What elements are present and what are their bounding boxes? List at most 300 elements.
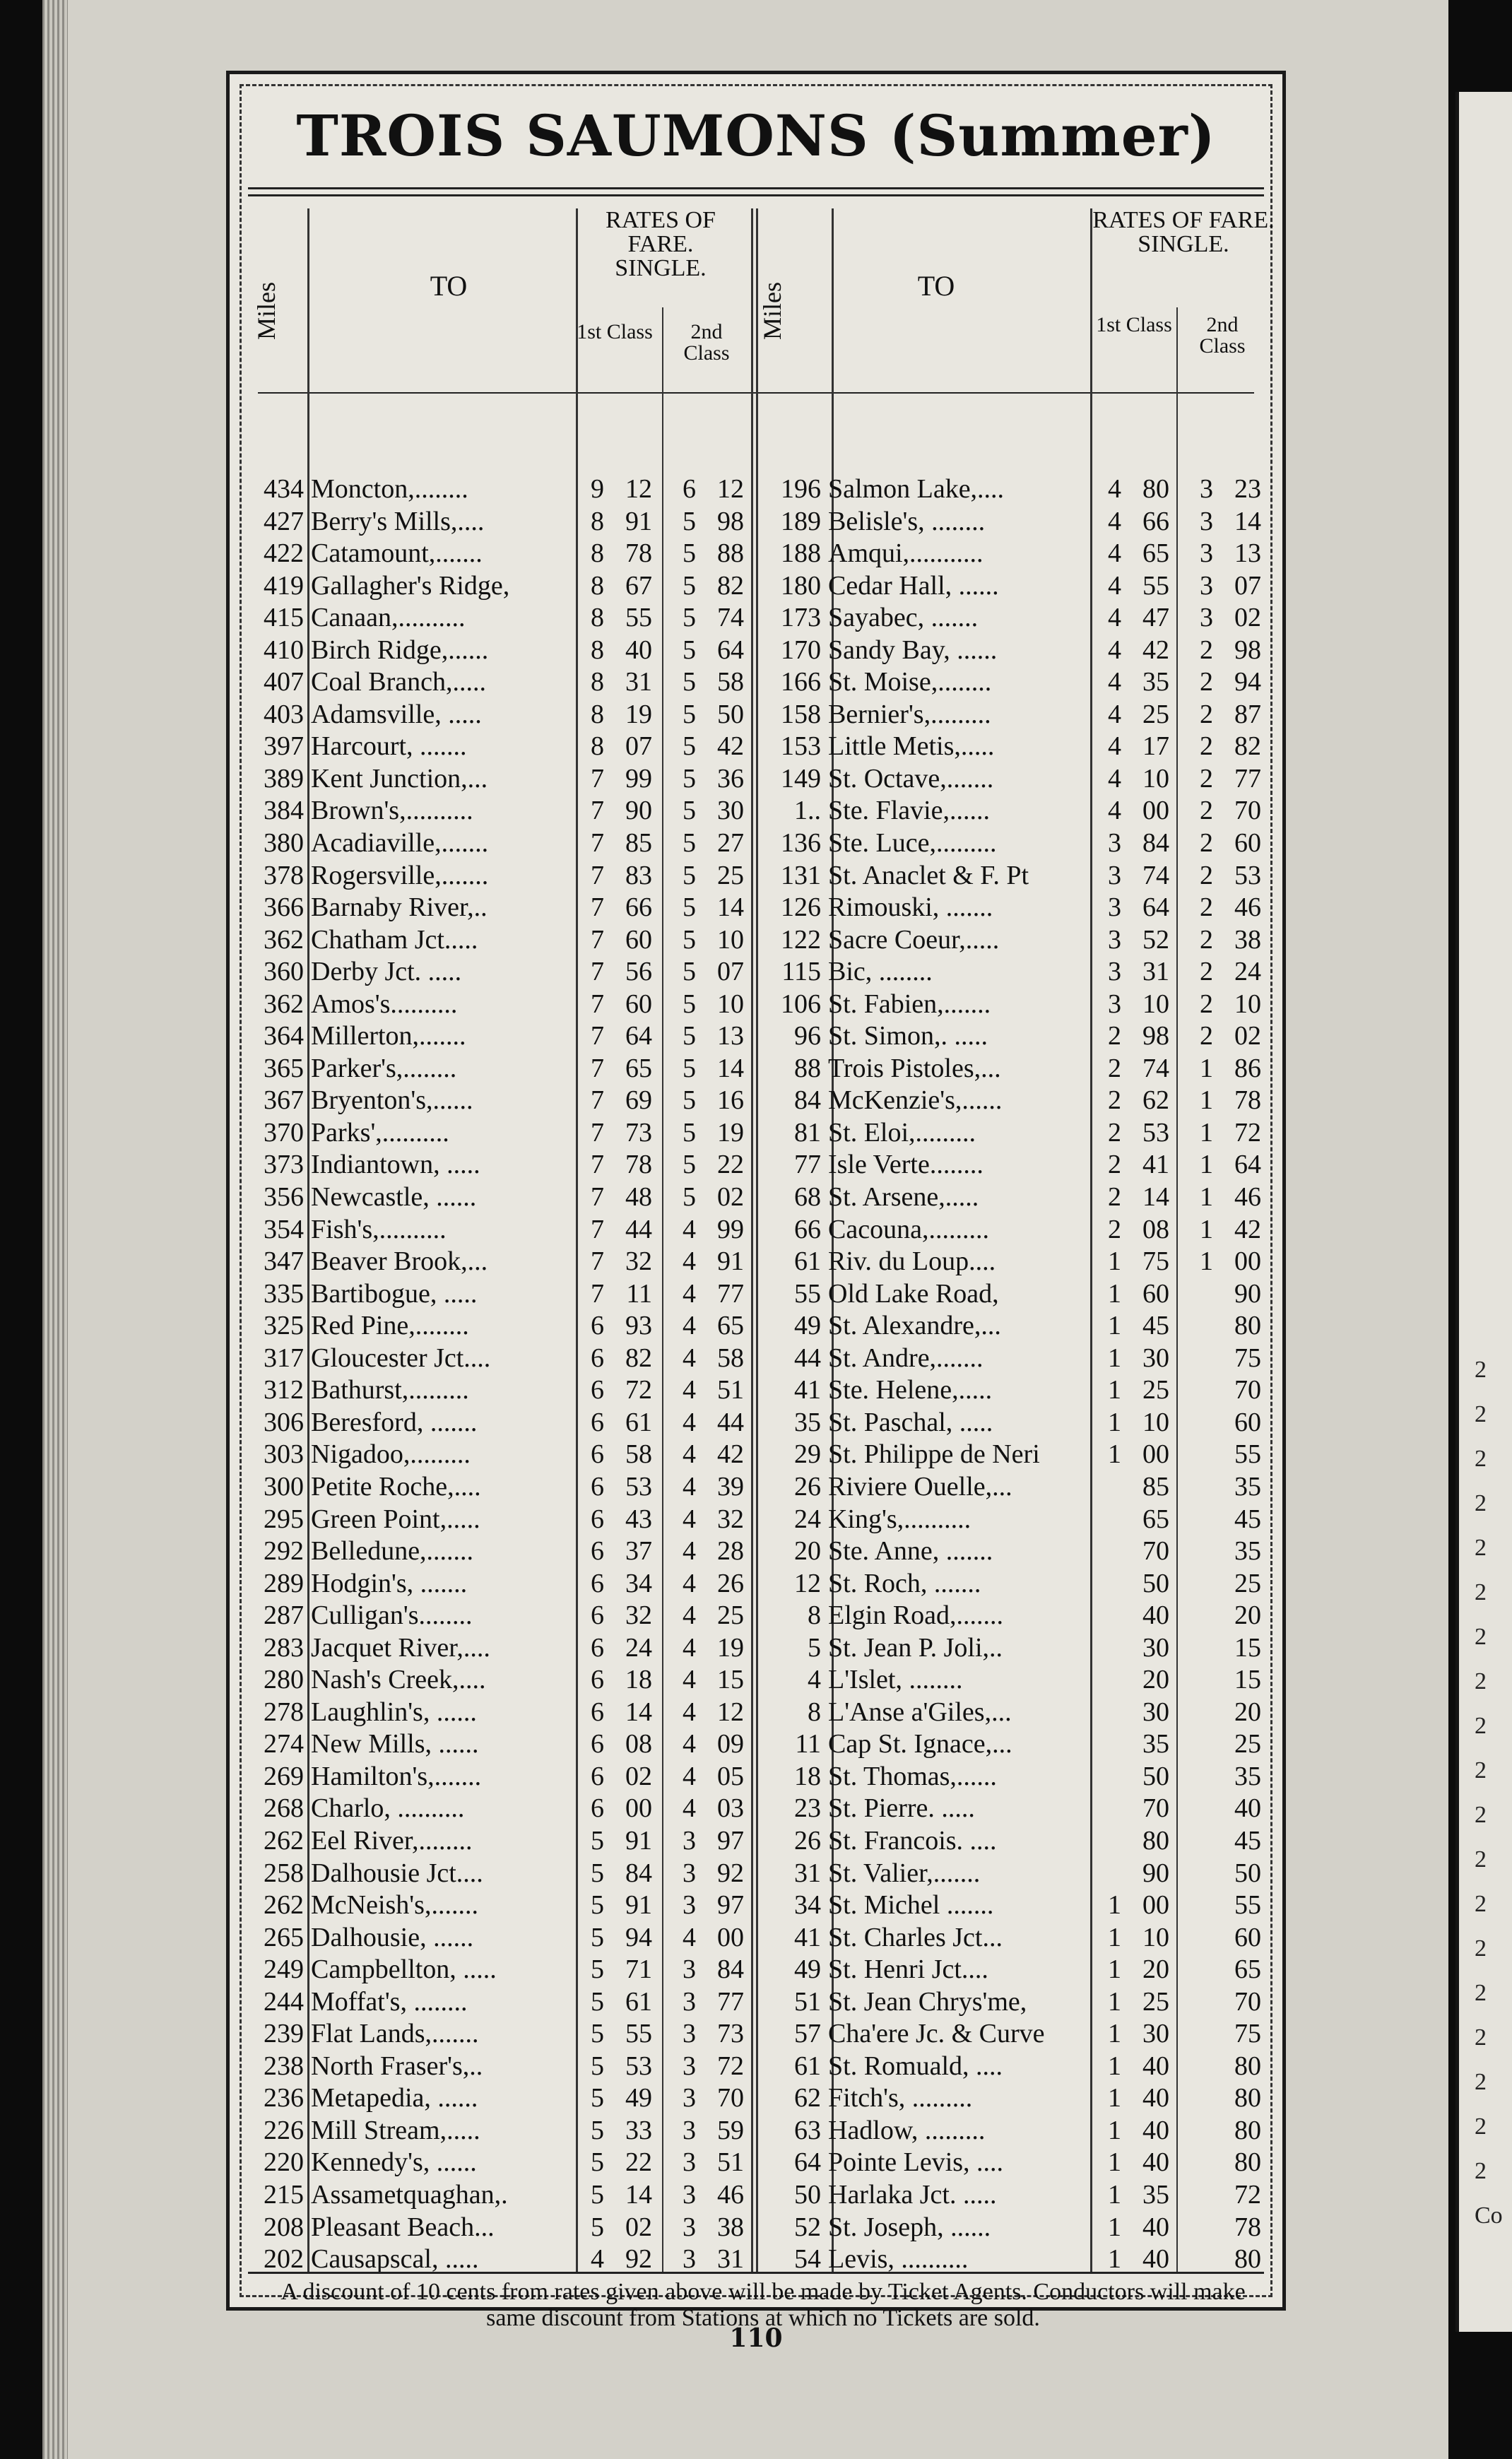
second-class-cents: 10 xyxy=(717,924,744,955)
second-class-dollars: 4 xyxy=(683,1343,696,1373)
second-class-cents: 20 xyxy=(1234,1697,1261,1727)
first-class-dollars: 1 xyxy=(1108,1922,1121,1952)
station-name: Nigadoo,......... xyxy=(311,1439,471,1470)
first-class-dollars: 6 xyxy=(591,1504,604,1534)
second-class-cents: 20 xyxy=(1234,1600,1261,1631)
first-class-cents: 92 xyxy=(625,2244,652,2275)
first-class-dollars: 4 xyxy=(1108,667,1121,697)
station-name: Indiantown, ..... xyxy=(311,1150,480,1180)
second-class-cents: 92 xyxy=(717,1858,744,1888)
first-class-dollars: 1 xyxy=(1108,1278,1121,1309)
table-row xyxy=(761,1568,1270,1600)
miles-cell: 126 xyxy=(781,892,821,923)
miles-cell: 62 xyxy=(794,2083,821,2113)
station-name: St. Michel ....... xyxy=(828,1890,994,1921)
miles-cell: 434 xyxy=(264,474,304,504)
first-class-cents: 73 xyxy=(625,1117,652,1148)
miles-cell: 300 xyxy=(264,1471,304,1502)
second-class-cents: 39 xyxy=(717,1471,744,1502)
adjacent-page-glyph: 2 xyxy=(1475,1846,1487,1873)
second-class-cents: 46 xyxy=(1234,892,1261,923)
first-class-dollars: 6 xyxy=(591,1761,604,1791)
table-row xyxy=(761,2212,1270,2244)
single-label: SINGLE. xyxy=(615,255,707,281)
second-class-cents: 55 xyxy=(1234,1439,1261,1470)
station-name: Riv. du Loup.... xyxy=(828,1246,996,1277)
miles-cell: 370 xyxy=(264,1117,304,1148)
first-class-cents: 12 xyxy=(625,474,652,504)
second-class-cents: 98 xyxy=(717,506,744,536)
first-class-cents: 53 xyxy=(1142,1117,1169,1148)
first-class-dollars: 7 xyxy=(591,989,604,1019)
second-class-cents: 09 xyxy=(717,1729,744,1759)
second-class-cents: 55 xyxy=(1234,1890,1261,1921)
first-class-cents: 32 xyxy=(625,1246,652,1277)
adjacent-page-glyph: 2 xyxy=(1475,1446,1487,1472)
station-name: Old Lake Road, xyxy=(828,1278,999,1309)
miles-cell: 136 xyxy=(781,828,821,859)
miles-cell: 170 xyxy=(781,635,821,665)
second-class-cents: 23 xyxy=(1234,474,1261,504)
table-row xyxy=(244,1471,752,1504)
second-class-cents: 02 xyxy=(1234,1021,1261,1051)
first-class-dollars: 4 xyxy=(1108,796,1121,826)
second-class-cents: 73 xyxy=(717,2019,744,2049)
adjacent-page-strip xyxy=(1455,92,1512,2332)
second-class-dollars: 2 xyxy=(1200,763,1213,794)
miles-cell: 8 xyxy=(808,1600,821,1631)
second-class-dollars: 5 xyxy=(683,1053,696,1083)
second-class-dollars: 5 xyxy=(683,860,696,890)
first-class-cents: 00 xyxy=(625,1793,652,1824)
table-row xyxy=(244,956,752,989)
first-class-cents: 20 xyxy=(1142,1665,1169,1695)
first-class-cents: 66 xyxy=(625,892,652,923)
second-class-cents: 80 xyxy=(1234,2244,1261,2275)
miles-cell: 77 xyxy=(794,1150,821,1180)
first-class-dollars: 4 xyxy=(1108,635,1121,665)
station-name: Nash's Creek,.... xyxy=(311,1665,486,1695)
miles-cell: 397 xyxy=(264,731,304,762)
miles-cell: 180 xyxy=(781,570,821,601)
first-class-cents: 31 xyxy=(625,667,652,697)
first-class-dollars: 1 xyxy=(1108,2019,1121,2049)
station-name: L'Islet, ........ xyxy=(828,1665,963,1695)
first-class-dollars: 1 xyxy=(1108,2212,1121,2242)
first-class-cents: 94 xyxy=(625,1922,652,1952)
miles-cell: 54 xyxy=(794,2244,821,2275)
miles-cell: 115 xyxy=(781,957,821,987)
table-row xyxy=(761,570,1270,603)
page-edge xyxy=(42,0,68,2459)
station-name: Culligan's........ xyxy=(311,1600,473,1631)
station-name: Kennedy's, ...... xyxy=(311,2147,477,2178)
first-class-dollars: 5 xyxy=(591,1825,604,1856)
miles-cell: 283 xyxy=(264,1632,304,1663)
table-row xyxy=(761,763,1270,796)
first-class-dollars: 1 xyxy=(1108,2244,1121,2275)
miles-cell: 41 xyxy=(794,1922,821,1952)
station-name: Bernier's,......... xyxy=(828,699,991,729)
first-class-cents: 08 xyxy=(625,1729,652,1759)
table-row xyxy=(244,1632,752,1665)
first-class-dollars: 7 xyxy=(591,828,604,859)
second-class-dollars: 2 xyxy=(1200,699,1213,729)
station-name: Petite Roche,.... xyxy=(311,1471,481,1502)
first-class-cents: 53 xyxy=(625,2051,652,2081)
second-class-cents: 87 xyxy=(1234,699,1261,729)
second-class-cents: 80 xyxy=(1234,1311,1261,1341)
table-row xyxy=(244,506,752,538)
first-class-cents: 00 xyxy=(1142,1890,1169,1921)
adjacent-page-glyph: 2 xyxy=(1475,1357,1487,1383)
table-row xyxy=(761,473,1270,506)
second-class-dollars: 5 xyxy=(683,796,696,826)
second-class-dollars: 2 xyxy=(1200,957,1213,987)
table-row xyxy=(244,1761,752,1793)
station-name: McKenzie's,...... xyxy=(828,1085,1003,1116)
page-number: 110 xyxy=(729,2323,783,2353)
first-class-cents: 91 xyxy=(625,506,652,536)
table-row xyxy=(244,892,752,924)
miles-cell: 289 xyxy=(264,1568,304,1598)
second-class-dollars: 4 xyxy=(683,1311,696,1341)
second-class-cents: 98 xyxy=(1234,635,1261,665)
table-row xyxy=(761,1793,1270,1825)
miles-cell: 292 xyxy=(264,1536,304,1567)
miles-cell: 325 xyxy=(264,1311,304,1341)
title-rule-2 xyxy=(248,194,1264,196)
table-row xyxy=(761,827,1270,860)
second-class-cents: 42 xyxy=(717,1439,744,1470)
second-class-dollars: 5 xyxy=(683,763,696,794)
station-name: Moffat's, ........ xyxy=(311,1986,468,2017)
second-class-cents: 53 xyxy=(1234,860,1261,890)
second-class-dollars: 4 xyxy=(683,1375,696,1405)
miles-cell: 389 xyxy=(264,763,304,794)
miles-cell: 422 xyxy=(264,538,304,569)
adjacent-page-glyph: 2 xyxy=(1475,1757,1487,1783)
second-class-dollars: 4 xyxy=(683,1504,696,1534)
table-row xyxy=(761,1922,1270,1954)
second-class-dollars: 5 xyxy=(683,892,696,923)
second-class-cents: 64 xyxy=(1234,1150,1261,1180)
first-class-dollars: 2 xyxy=(1108,1053,1121,1083)
station-name: Bryenton's,...... xyxy=(311,1085,473,1116)
second-class-cents: 78 xyxy=(1234,1085,1261,1116)
table-row xyxy=(761,1858,1270,1890)
first-class-cents: 45 xyxy=(1142,1311,1169,1341)
second-class-dollars: 2 xyxy=(1200,1021,1213,1051)
adjacent-page-glyph: 2 xyxy=(1475,1668,1487,1694)
second-class-dollars: 5 xyxy=(683,1085,696,1116)
station-name: St. Henri Jct.... xyxy=(828,1954,988,1985)
first-class-cents: 14 xyxy=(625,2179,652,2210)
station-name: L'Anse a'Giles,... xyxy=(828,1697,1012,1727)
first-class-cents: 84 xyxy=(625,1858,652,1888)
miles-cell: 149 xyxy=(781,763,821,794)
first-class-dollars: 3 xyxy=(1108,957,1121,987)
table-row xyxy=(244,635,752,667)
second-class-dollars: 3 xyxy=(683,2212,696,2242)
station-name: Catamount,....... xyxy=(311,538,483,569)
second-class-dollars: 3 xyxy=(683,2019,696,2049)
miles-cell: 55 xyxy=(794,1278,821,1309)
second-class-dollars: 5 xyxy=(683,1182,696,1213)
miles-cell: 61 xyxy=(794,1246,821,1277)
second-class-dollars: 4 xyxy=(683,1632,696,1663)
miles-cell: 265 xyxy=(264,1922,304,1952)
station-name: Beaver Brook,... xyxy=(311,1246,488,1277)
miles-header-left: Miles xyxy=(252,281,280,340)
station-name: Parks',.......... xyxy=(311,1117,449,1148)
first-class-cents: 25 xyxy=(1142,1375,1169,1405)
station-name: Cha'ere Jc. & Curve xyxy=(828,2019,1045,2049)
second-class-dollars: 5 xyxy=(683,1117,696,1148)
first-class-cents: 64 xyxy=(625,1021,652,1051)
first-class-cents: 60 xyxy=(1142,1278,1169,1309)
table-row xyxy=(244,1568,752,1600)
adjacent-page-glyph: 2 xyxy=(1475,1624,1487,1650)
divider-center-2 xyxy=(756,208,758,2272)
station-name: St. Thomas,...... xyxy=(828,1761,997,1791)
first-class-dollars: 1 xyxy=(1108,2051,1121,2081)
table-row xyxy=(761,602,1270,635)
first-class-dollars: 2 xyxy=(1108,1214,1121,1244)
miles-cell: 354 xyxy=(264,1214,304,1244)
second-class-cents: 70 xyxy=(1234,1375,1261,1405)
first-class-cents: 47 xyxy=(1142,603,1169,633)
table-row xyxy=(244,1504,752,1536)
table-row xyxy=(244,1664,752,1697)
first-class-cents: 20 xyxy=(1142,1954,1169,1985)
second-class-cents: 60 xyxy=(1234,1407,1261,1437)
miles-cell: 23 xyxy=(794,1793,821,1824)
table-row xyxy=(244,1053,752,1085)
first-class-dollars: 3 xyxy=(1108,924,1121,955)
first-class-cents: 35 xyxy=(1142,667,1169,697)
adjacent-page-glyph: 2 xyxy=(1475,2158,1487,2184)
first-class-cents: 74 xyxy=(1142,860,1169,890)
first-class-cents: 02 xyxy=(625,1761,652,1791)
first-class-cents: 30 xyxy=(1142,1632,1169,1663)
adjacent-page-glyph: 2 xyxy=(1475,1891,1487,1917)
second-class-dollars: 4 xyxy=(683,1536,696,1567)
second-class-cents: 97 xyxy=(717,1825,744,1856)
station-name: St. Jean P. Joli,.. xyxy=(828,1632,1003,1663)
second-class-dollars: 1 xyxy=(1200,1182,1213,1213)
miles-cell: 378 xyxy=(264,860,304,890)
first-class-dollars: 5 xyxy=(591,2083,604,2113)
second-class-cents: 50 xyxy=(717,699,744,729)
second-class-cents: 45 xyxy=(1234,1825,1261,1856)
second-class-dollars: 5 xyxy=(683,506,696,536)
adjacent-page-glyph: 2 xyxy=(1475,1490,1487,1516)
second-class-dollars: 2 xyxy=(1200,667,1213,697)
second-class-cents: 46 xyxy=(717,2179,744,2210)
table-row xyxy=(244,1117,752,1150)
second-class-dollars: 1 xyxy=(1200,1085,1213,1116)
second-class-cents: 94 xyxy=(1234,667,1261,697)
table-row xyxy=(244,2115,752,2147)
adjacent-page-glyph: 2 xyxy=(1475,1802,1487,1828)
miles-cell: 41 xyxy=(794,1375,821,1405)
table-row xyxy=(761,795,1270,827)
second-class-cents: 60 xyxy=(1234,828,1261,859)
first-class-dollars: 4 xyxy=(1108,474,1121,504)
second-class-dollars: 2 xyxy=(1200,860,1213,890)
first-class-cents: 84 xyxy=(1142,828,1169,859)
second-class-dollars: 2 xyxy=(1200,796,1213,826)
station-name: Adamsville, ..... xyxy=(311,699,482,729)
station-name: Little Metis,..... xyxy=(828,731,995,762)
station-name: Trois Pistoles,... xyxy=(828,1053,1001,1083)
first-class-dollars: 5 xyxy=(591,1922,604,1952)
miles-cell: 415 xyxy=(264,603,304,633)
first-class-dollars: 8 xyxy=(591,635,604,665)
station-name: Harcourt, ....... xyxy=(311,731,467,762)
miles-cell: 360 xyxy=(264,957,304,987)
first-class-cents: 48 xyxy=(625,1182,652,1213)
rates-header-left xyxy=(576,208,745,281)
table-row xyxy=(761,1085,1270,1117)
first-class-cents: 58 xyxy=(625,1439,652,1470)
miles-cell: 317 xyxy=(264,1343,304,1373)
station-name: Gallagher's Ridge, xyxy=(311,570,510,601)
second-class-cents: 70 xyxy=(1234,796,1261,826)
first-class-dollars: 8 xyxy=(591,570,604,601)
second-class-dollars: 3 xyxy=(683,1986,696,2017)
miles-cell: 312 xyxy=(264,1375,304,1405)
station-name: Isle Verte........ xyxy=(828,1150,984,1180)
first-class-cents: 55 xyxy=(1142,570,1169,601)
second-class-dollars: 3 xyxy=(683,2051,696,2081)
second-class-dollars: 4 xyxy=(683,1214,696,1244)
first-class-cents: 41 xyxy=(1142,1150,1169,1180)
second-class-cents: 64 xyxy=(717,635,744,665)
first-class-dollars: 1 xyxy=(1108,1439,1121,1470)
first-class-cents: 40 xyxy=(625,635,652,665)
table-row xyxy=(244,2179,752,2212)
table-row xyxy=(761,1697,1270,1729)
second-class-dollars: 5 xyxy=(683,957,696,987)
table-row xyxy=(761,538,1270,570)
first-class-dollars: 7 xyxy=(591,1085,604,1116)
first-class-dollars: 1 xyxy=(1108,1343,1121,1373)
table-row xyxy=(244,860,752,892)
station-name: Levis, .......... xyxy=(828,2244,969,2275)
station-name: Gloucester Jct.... xyxy=(311,1343,491,1373)
second-class-dollars: 5 xyxy=(683,603,696,633)
miles-cell: 268 xyxy=(264,1793,304,1824)
first-class-cents: 00 xyxy=(1142,1439,1169,1470)
table-row xyxy=(761,860,1270,892)
first-class-cents: 08 xyxy=(1142,1214,1169,1244)
table-row xyxy=(761,2243,1270,2276)
table-row xyxy=(761,2179,1270,2212)
miles-cell: 188 xyxy=(781,538,821,569)
second-class-dollars: 3 xyxy=(683,2083,696,2113)
station-name: St. Valier,....... xyxy=(828,1858,981,1888)
first-class-cents: 90 xyxy=(625,796,652,826)
first-class-cents: 61 xyxy=(625,1407,652,1437)
first-class-cents: 34 xyxy=(625,1568,652,1598)
first-class-cents: 71 xyxy=(625,1954,652,1985)
first-class-cents: 60 xyxy=(625,989,652,1019)
miles-cell: 208 xyxy=(264,2212,304,2242)
second-class-cents: 36 xyxy=(717,763,744,794)
table-row xyxy=(244,699,752,731)
second-class-cents: 42 xyxy=(717,731,744,762)
first-class-cents: 10 xyxy=(1142,989,1169,1019)
table-row xyxy=(761,635,1270,667)
station-name: New Mills, ...... xyxy=(311,1729,479,1759)
table-row xyxy=(244,1407,752,1439)
miles-cell: 215 xyxy=(264,2179,304,2210)
second-class-cents: 10 xyxy=(1234,989,1261,1019)
station-name: Eel River,........ xyxy=(311,1825,473,1856)
second-class-cents: 25 xyxy=(717,860,744,890)
first-class-cents: 30 xyxy=(1142,1697,1169,1727)
station-name: McNeish's,....... xyxy=(311,1890,478,1921)
table-row xyxy=(761,956,1270,989)
miles-cell: 84 xyxy=(794,1085,821,1116)
second-class-cents: 91 xyxy=(717,1246,744,1277)
first-class-cents: 10 xyxy=(1142,1922,1169,1952)
table-row xyxy=(761,1020,1270,1053)
second-class-cents: 28 xyxy=(717,1536,744,1567)
first-class-dollars: 2 xyxy=(1108,1117,1121,1148)
table-row xyxy=(244,1020,752,1053)
adjacent-page-glyph: 2 xyxy=(1475,1579,1487,1605)
second-class-cents: 13 xyxy=(717,1021,744,1051)
first-class-dollars: 8 xyxy=(591,699,604,729)
first-class-cents: 10 xyxy=(1142,763,1169,794)
miles-cell: 166 xyxy=(781,667,821,697)
first-class-cents: 69 xyxy=(625,1085,652,1116)
second-class-dollars: 3 xyxy=(683,1890,696,1921)
station-name: Amqui,........... xyxy=(828,538,984,569)
station-name: St. Alexandre,... xyxy=(828,1311,1001,1341)
second-class-cents: 19 xyxy=(717,1117,744,1148)
discount-note: A discount of 10 cents from rates given above will be made by Ticket Agents. Conductors will make same discount from Stations at which no Tickets are sold. xyxy=(280,2279,1246,2332)
station-name: Rimouski, ....... xyxy=(828,892,993,923)
first-class-dollars: 5 xyxy=(591,2212,604,2242)
table-row xyxy=(244,795,752,827)
second-class-cents: 88 xyxy=(717,538,744,569)
first-class-dollars: 1 xyxy=(1108,1890,1121,1921)
first-class-dollars: 6 xyxy=(591,1375,604,1405)
table-row xyxy=(761,1181,1270,1214)
first-class-dollars: 8 xyxy=(591,538,604,569)
first-class-dollars: 7 xyxy=(591,1182,604,1213)
first-class-cents: 70 xyxy=(1142,1793,1169,1824)
first-class-dollars: 2 xyxy=(1108,1021,1121,1051)
second-class-cents: 10 xyxy=(717,989,744,1019)
first-class-dollars: 6 xyxy=(591,1568,604,1598)
miles-cell: 5 xyxy=(808,1632,821,1663)
station-name: St. Andre,....... xyxy=(828,1343,984,1373)
miles-cell: 226 xyxy=(264,2115,304,2145)
miles-cell: 238 xyxy=(264,2051,304,2081)
table-row xyxy=(244,602,752,635)
first-class-cents: 85 xyxy=(625,828,652,859)
station-name: Red Pine,........ xyxy=(311,1311,469,1341)
adjacent-page-glyph: 2 xyxy=(1475,1980,1487,2006)
second-class-cents: 74 xyxy=(717,603,744,633)
first-class-dollars: 1 xyxy=(1108,1407,1121,1437)
table-row xyxy=(761,892,1270,924)
